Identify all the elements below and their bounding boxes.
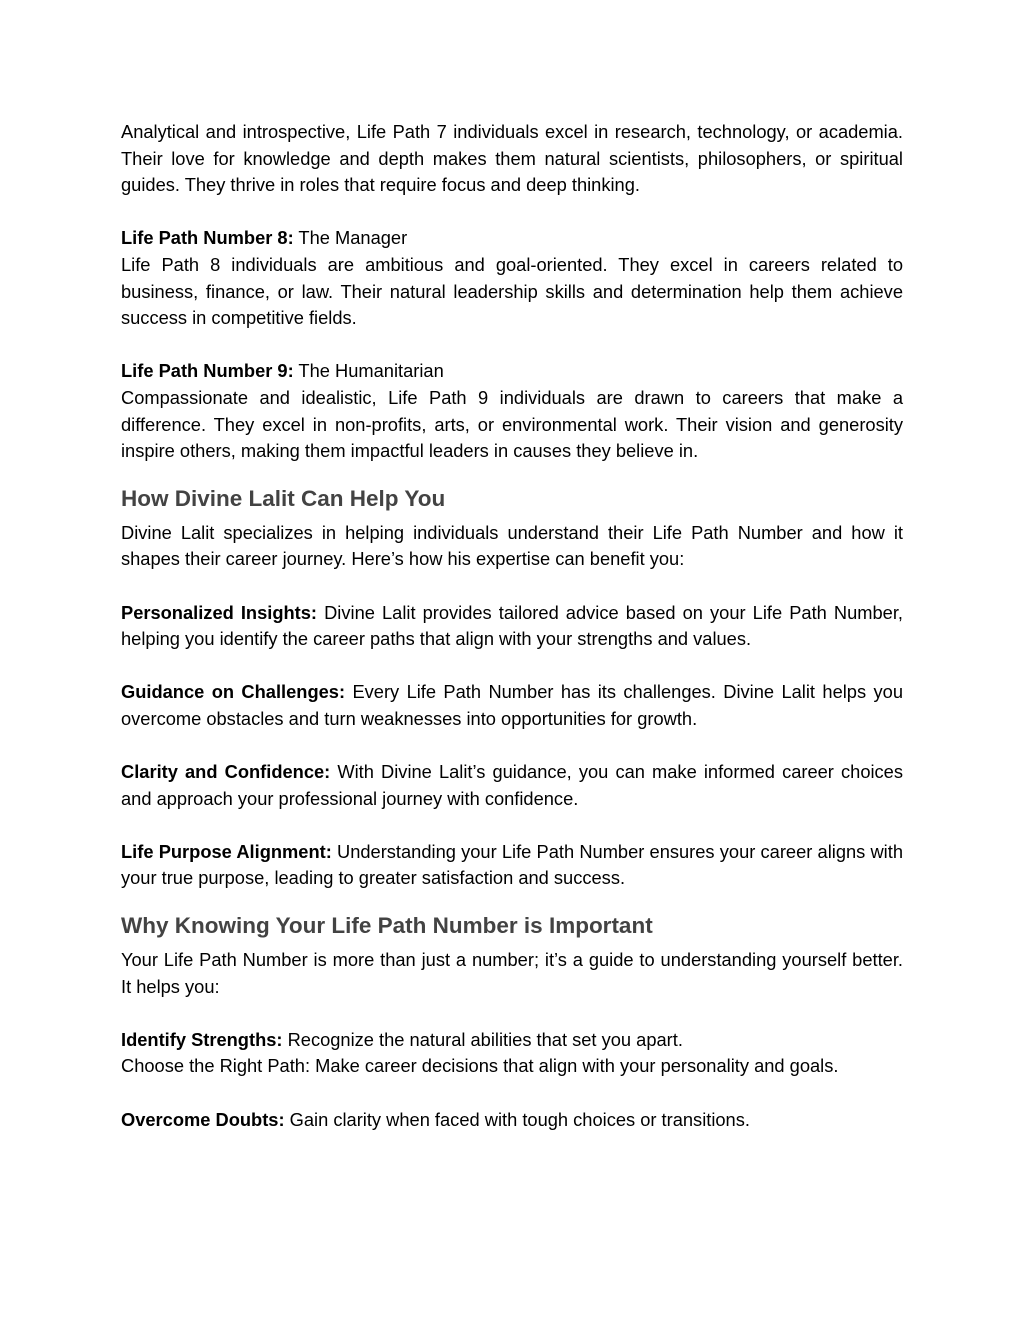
spacer <box>121 573 903 600</box>
spacer <box>121 1000 903 1027</box>
spacer <box>121 812 903 839</box>
help-item-label: Guidance on Challenges: <box>121 681 346 703</box>
life-path-8-label: Life Path Number 8: <box>121 227 294 249</box>
why-item-label: Overcome Doubts: <box>121 1108 285 1130</box>
why-item-choose-path: Choose the Right Path: Make career decisions that align with your personality and goals. <box>121 1055 839 1077</box>
help-section-heading: How Divine Lalit Can Help You <box>121 485 446 511</box>
why-section-intro: Your Life Path Number is more than just a number; it’s a guide to understanding yourself better. It helps you: <box>121 949 903 997</box>
spacer <box>121 465 903 484</box>
spacer <box>121 892 903 911</box>
help-item-life-purpose-alignment <box>121 839 903 892</box>
spacer <box>121 732 903 759</box>
help-item-clarity-and-confidence <box>121 759 903 812</box>
life-path-9-title: The Humanitarian <box>293 360 444 382</box>
help-item-text: Understanding your Life Path Number ensures your career aligns with your true purpose, leading to greater satisfaction and success. <box>121 840 903 889</box>
help-section-intro: Divine Lalit specializes in helping individuals understand their Life Path Number and how it shapes their career journey. Here’s how his expertise can benefit you: <box>121 521 903 570</box>
life-path-9-description: Compassionate and idealistic, Life Path 9 individuals are drawn to careers that make a difference. They excel in non-profits, arts, or environmental work. Their vision and generosity inspire others, making them impactful leaders in causes they believe in. <box>121 386 903 462</box>
life-path-8-description: Life Path 8 individuals are ambitious and goal-oriented. They excel in careers related to business, finance, or law. Their natural leadership skills and determination help them achieve success in competitive fields. <box>121 253 903 329</box>
help-item-label: Clarity and Confidence: <box>121 761 331 783</box>
help-item-text: Every Life Path Number has its challenges. Divine Lalit helps you overcome obstacles and turn weaknesses into opportunities for growth. <box>121 681 903 729</box>
spacer <box>121 653 903 680</box>
why-item-overcome-doubts <box>121 1107 903 1134</box>
life-path-8-title: The Manager <box>293 227 408 249</box>
help-item-label: Personalized Insights: <box>121 601 318 623</box>
spacer <box>121 332 903 359</box>
why-item-label: Identify Strengths: <box>121 1028 283 1050</box>
why-item-identify-strengths <box>121 1027 903 1054</box>
why-item-text: Recognize the natural abilities that set you apart. <box>282 1028 683 1050</box>
help-item-label: Life Purpose Alignment: <box>121 840 332 862</box>
life-path-9-label: Life Path Number 9: <box>121 360 294 382</box>
life-path-7-paragraph: Analytical and introspective, Life Path 7 individuals excel in research, technology, or academia. Their love for knowledge and depth makes them natural scientists, philosophers, or spiritual guides. They thrive in roles that require focus and deep thinking. <box>121 121 903 196</box>
document-page <box>121 119 903 1133</box>
life-path-9-heading-line <box>121 358 903 385</box>
life-path-8-heading-line <box>121 225 903 252</box>
help-item-personalized-insights <box>121 600 903 653</box>
spacer <box>121 199 903 226</box>
spacer <box>121 1080 903 1107</box>
help-item-text: With Divine Lalit’s guidance, you can make informed career choices and approach your professional journey with confidence. <box>121 761 903 809</box>
why-section-heading: Why Knowing Your Life Path Number is Important <box>121 913 653 939</box>
why-item-text: Gain clarity when faced with tough choices or transitions. <box>284 1108 750 1130</box>
help-item-text: Divine Lalit provides tailored advice based on your Life Path Number, helping you identify the career paths that align with your strengths and values. <box>121 601 903 650</box>
help-item-guidance-on-challenges <box>121 679 903 732</box>
